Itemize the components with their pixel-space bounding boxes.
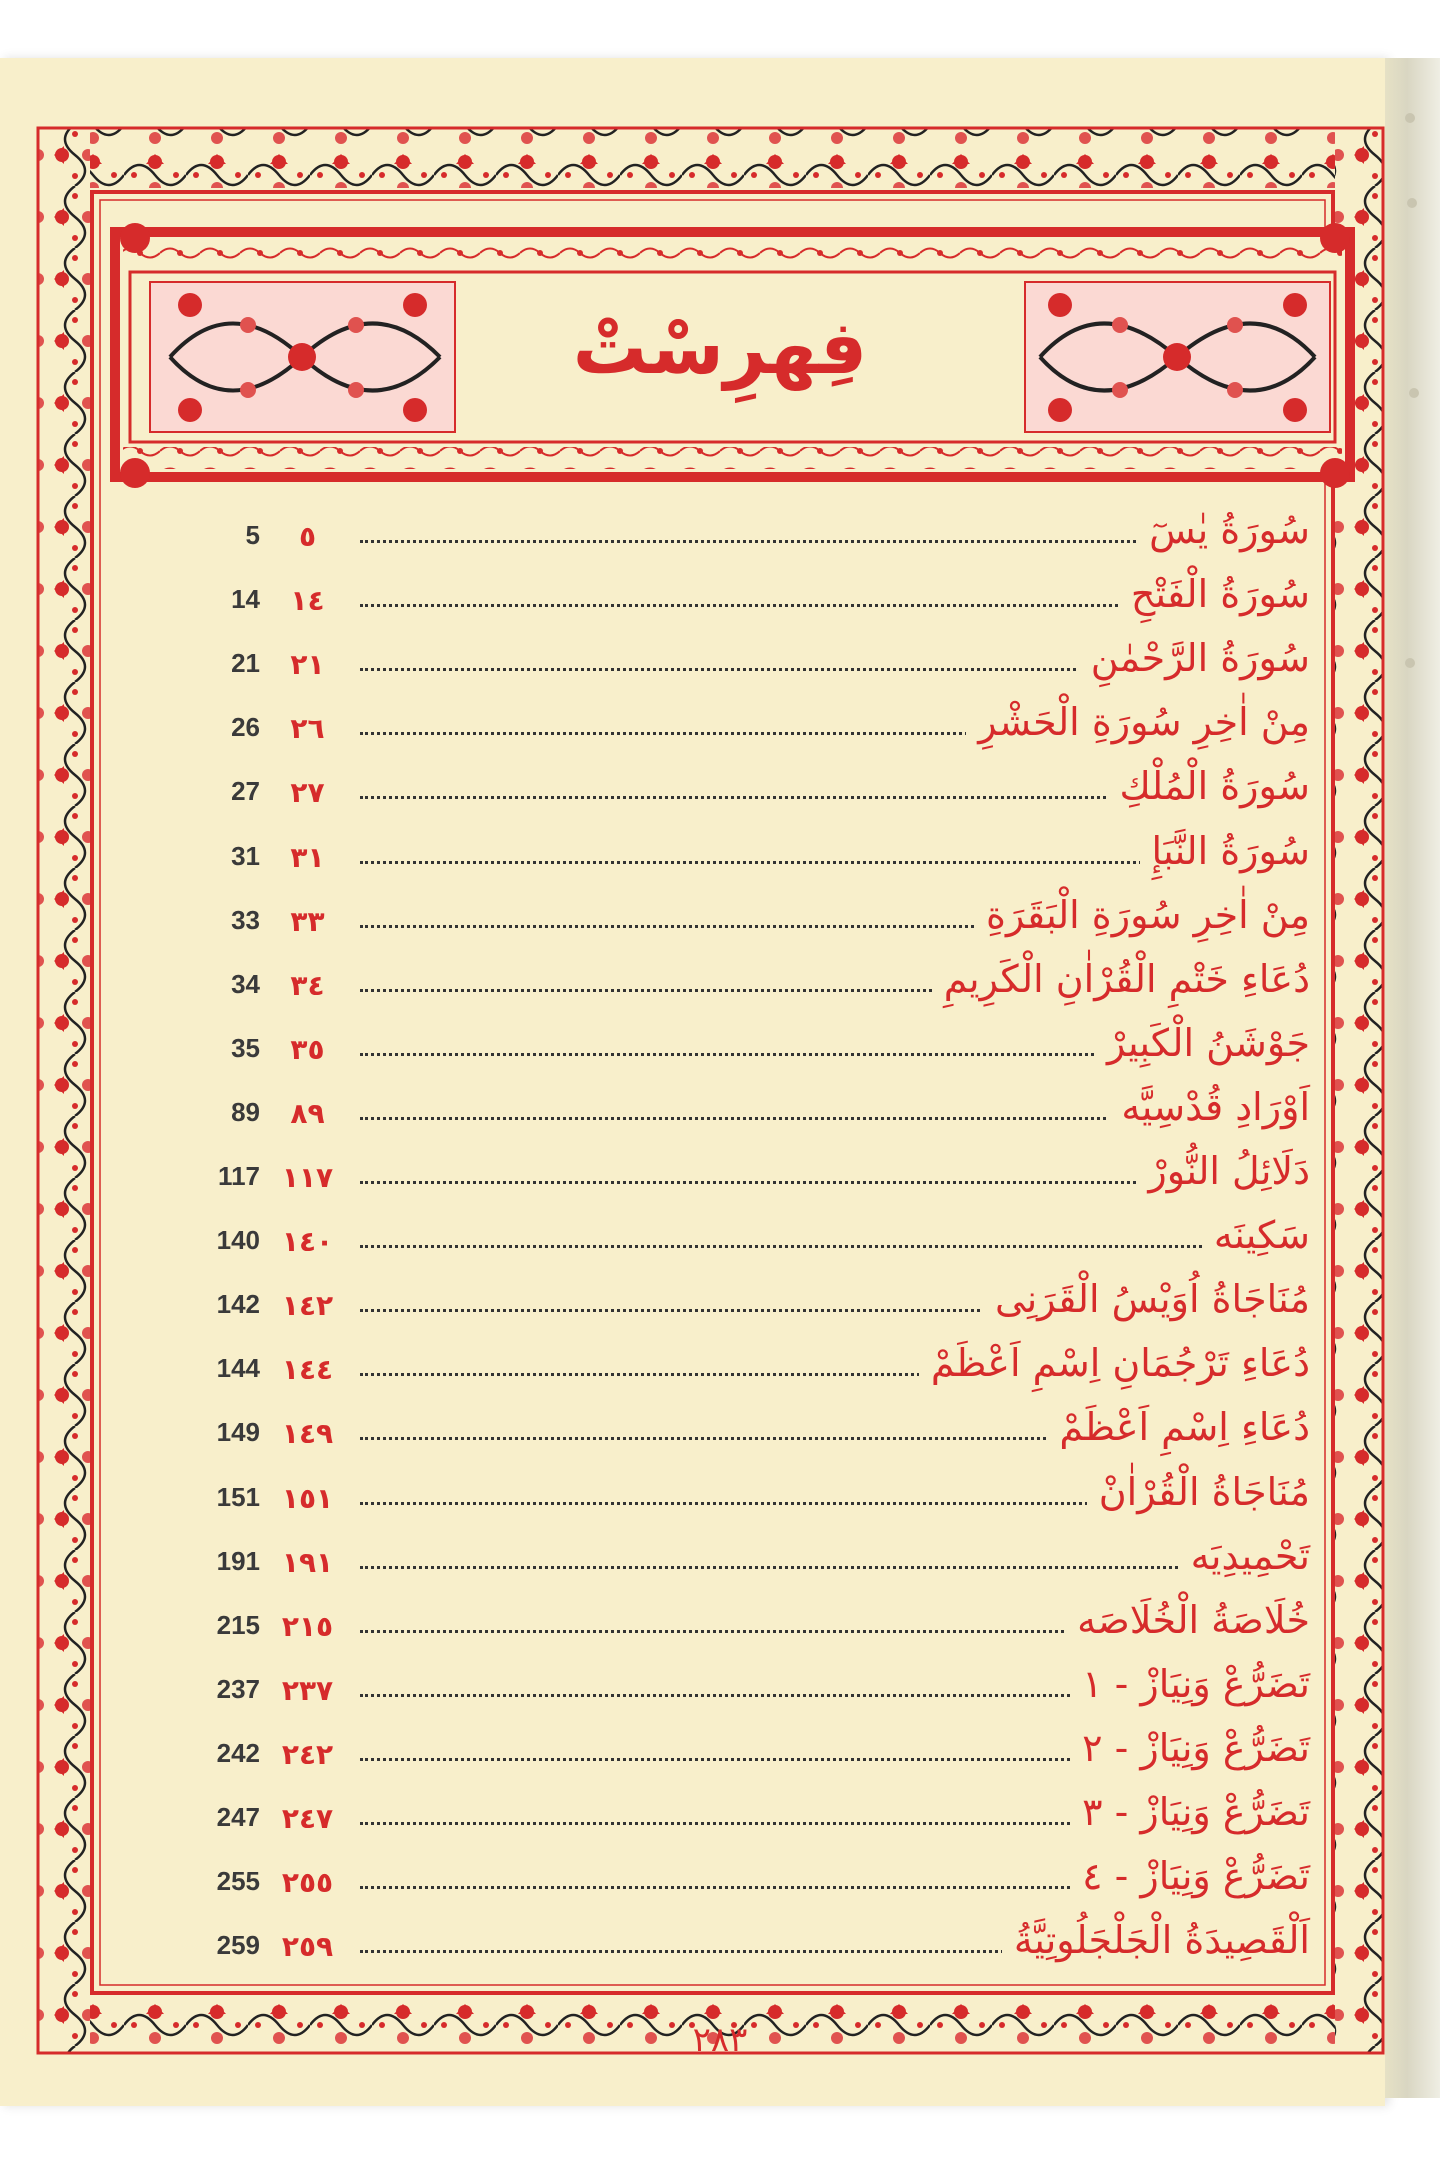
- toc-entry: [160, 828, 1310, 891]
- toc-page-latin: 247: [216, 1802, 260, 1832]
- toc-title: مُنَاجَاةُ الْقُرْاٰنْ: [1087, 1470, 1310, 1514]
- toc-title: مِنْ اٰخِرِ سُورَةِ الْبَقَرَةِ: [974, 893, 1310, 937]
- toc-page-latin: 89: [231, 1096, 260, 1127]
- toc-page-arabic: ٢٥٩: [281, 1930, 334, 1964]
- toc-page-arabic: ٢٣٧: [281, 1673, 334, 1707]
- toc-page-arabic: ١٤: [290, 584, 325, 618]
- toc-page-arabic: ١٤٢: [281, 1289, 334, 1323]
- toc-entry: [160, 1279, 1310, 1339]
- toc-entry: [160, 1856, 1310, 1916]
- page-number: ٢٨٣: [692, 2020, 748, 2060]
- toc-page-latin: 5: [245, 520, 260, 550]
- toc-page-arabic: ٨٩: [290, 1096, 325, 1130]
- toc-entry: [160, 1533, 1310, 1596]
- toc-page-latin: 14: [231, 584, 260, 615]
- toc-page-arabic: ٢٤٧: [281, 1802, 334, 1835]
- toc-page-arabic: ١٥١: [281, 1481, 334, 1515]
- toc-entry: [160, 1151, 1310, 1211]
- toc-page-latin: 149: [216, 1417, 260, 1448]
- toc-page-latin: 151: [216, 1481, 260, 1512]
- toc-page-arabic: ١٩١: [281, 1545, 334, 1579]
- toc-page-latin: 27: [231, 776, 260, 807]
- toc-entry: [160, 1597, 1310, 1660]
- toc-entry: [160, 956, 1310, 1019]
- toc-page-arabic: ٥: [298, 520, 317, 553]
- toc-entry: [160, 1920, 1310, 1980]
- toc-page-latin: 237: [216, 1673, 260, 1704]
- toc-title: سُورَةُ يٰسٓ: [1137, 508, 1310, 552]
- toc-page-arabic: ٣٥: [290, 1032, 325, 1066]
- toc-title: سُورَةُ الْمُلْكِ: [1107, 764, 1310, 808]
- toc-entry: [160, 1020, 1310, 1083]
- toc-page-latin: 33: [231, 904, 260, 935]
- toc-entry: [160, 1407, 1310, 1467]
- toc-page-arabic: ٣١: [290, 840, 325, 874]
- toc-title: سُورَةُ النَّبَإِ: [1140, 829, 1310, 873]
- toc-entry: [160, 1792, 1310, 1852]
- toc-page-arabic: ٢١: [290, 648, 325, 682]
- toc-entry: [160, 510, 1310, 570]
- toc-title: تَضَرُّعْ وَنِيَازْ - ٣: [1070, 1790, 1310, 1834]
- toc-page-arabic: ٢٧: [290, 776, 325, 810]
- toc-page-arabic: ١٤٤: [281, 1353, 334, 1387]
- toc-page-latin: 259: [216, 1930, 260, 1961]
- toc-entry: [160, 1343, 1310, 1403]
- toc-page-latin: 117: [218, 1161, 260, 1191]
- toc-title: سُورَةُ الْفَتْحِ: [1119, 572, 1310, 616]
- toc-title: تَضَرُّعْ وَنِيَازْ - ٤: [1070, 1854, 1310, 1898]
- toc-title: خُلَاصَةُ الْخُلَاصَه: [1065, 1598, 1310, 1642]
- toc-title: تَضَرُّعْ وَنِيَازْ - ١: [1070, 1662, 1310, 1706]
- toc-title: مُنَاجَاةُ اُوَيْسُ الْقَرَنِى: [983, 1277, 1310, 1321]
- toc-page-latin: 191: [216, 1545, 260, 1576]
- toc-entry: [160, 574, 1310, 634]
- toc-entry: [160, 1215, 1310, 1275]
- toc-page-latin: 31: [231, 840, 260, 871]
- toc-page-latin: 242: [216, 1737, 260, 1768]
- toc-title: سُورَةُ الرَّحْمٰنِ: [1079, 636, 1310, 680]
- toc-title: اَلْقَصِيدَةُ الْجَلْجَلُوتِيَّةُ: [1002, 1918, 1310, 1962]
- toc-page-arabic: ١٤٩: [281, 1417, 334, 1451]
- toc-title: دُعَاءِ خَتْمِ الْقُرْاٰنِ الْكَرِيمِ: [932, 957, 1310, 1001]
- toc-title: دَلَائِلُ النُّورْ: [1136, 1149, 1310, 1193]
- toc-entry: [160, 892, 1310, 955]
- toc-page-arabic: ٢١٥: [281, 1609, 334, 1643]
- toc-entry: [160, 1084, 1310, 1147]
- toc-page-latin: 215: [216, 1609, 260, 1640]
- toc-page-latin: 255: [216, 1866, 260, 1897]
- toc-page-latin: 140: [216, 1225, 260, 1256]
- toc-title: اَوْرَادِ قُدْسِيَّه: [1109, 1085, 1310, 1129]
- toc-title: دُعَاءِ اِسْمِ اَعْظَمْ: [1047, 1405, 1310, 1449]
- toc-page-arabic: ٢٥٥: [281, 1866, 334, 1900]
- toc-title: تَحْمِيدِيَه: [1179, 1534, 1310, 1578]
- toc-page-latin: 142: [216, 1289, 260, 1320]
- toc-entry: [160, 1661, 1310, 1724]
- toc-page-latin: 26: [231, 712, 260, 743]
- toc-page-arabic: ١١٧: [281, 1161, 334, 1194]
- toc-title: مِنْ اٰخِرِ سُورَةِ الْحَشْرِ: [966, 700, 1310, 744]
- toc-title: تَضَرُّعْ وَنِيَازْ - ٢: [1070, 1726, 1310, 1770]
- page-title: فِهرِسْتْ: [572, 305, 868, 391]
- toc-entry: [160, 638, 1310, 698]
- toc-page-arabic: ٢٤٢: [281, 1737, 334, 1771]
- toc-page-arabic: ٣٣: [290, 904, 325, 938]
- toc-page-latin: 21: [231, 648, 260, 679]
- toc-page-latin: 35: [231, 1032, 260, 1063]
- toc-page-arabic: ٢٦: [290, 712, 325, 746]
- toc-page-latin: 144: [216, 1353, 260, 1384]
- toc-page-arabic: ١٤٠: [281, 1225, 334, 1259]
- toc-title: جَوْشَنُ الْكَبِيرْ: [1095, 1021, 1310, 1065]
- toc-title: سَكِينَه: [1202, 1213, 1310, 1257]
- toc-page-latin: 34: [231, 968, 260, 999]
- toc-page-arabic: ٣٤: [290, 968, 325, 1002]
- toc-entry: [160, 766, 1310, 826]
- toc-entry: [160, 702, 1310, 762]
- toc-leader-dots: [360, 1245, 1310, 1248]
- toc-entry: [160, 1725, 1310, 1788]
- toc-entry: [160, 1469, 1310, 1532]
- toc-title: دُعَاءِ تَرْجُمَانِ اِسْمِ اَعْظَمْ: [919, 1341, 1310, 1385]
- toc-leader-dots: [360, 1566, 1310, 1569]
